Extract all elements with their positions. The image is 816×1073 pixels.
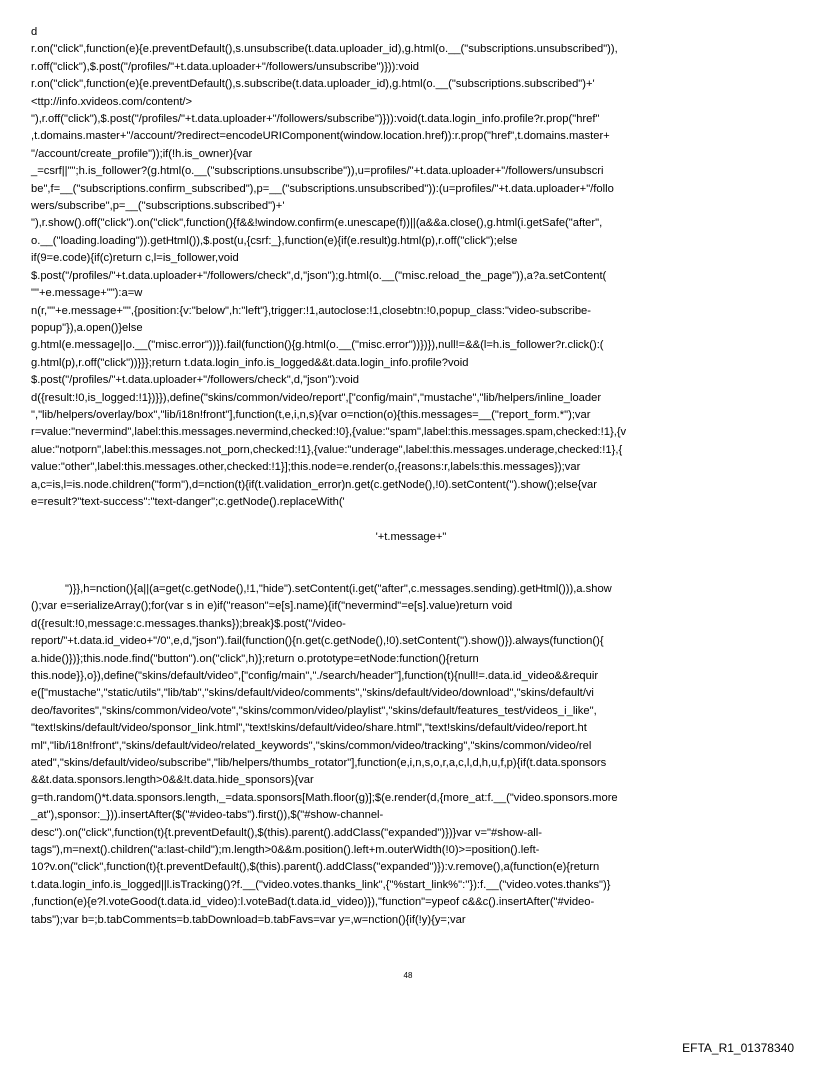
blank-line bbox=[31, 546, 791, 563]
code-line: t.data.login_info.is_logged||l.isTracking()?f.__("video.votes.thanks_link",{"%start_link%":''}):f.__("video.votes.thanks")} bbox=[31, 878, 611, 891]
code-line: <ttp://info.xvideos.com/content/> bbox=[31, 95, 193, 108]
code-line: e(["mustache","static/utils","lib/tab","skins/default/video/comments","skins/default/video/download","skins/default/vi bbox=[31, 687, 594, 700]
code-line: 10?v.on("click",function(t){t.preventDefault(),$(this).parent().addClass("expanded")}):v.remove(),a(function(e){return bbox=[31, 861, 600, 874]
code-line: popup"}),a.open()}else bbox=[31, 321, 143, 334]
code-line: report/"+t.data.id_video+"/0",e,d,"json").fail(function(){n.get(c.getNode(),!0).setContent('').show()}).always(function(){ bbox=[31, 635, 604, 648]
code-line: e=result?"text-success":"text-danger";c.getNode().replaceWith(' bbox=[31, 495, 345, 508]
code-line: _=csrf||"";h.is_follower?(g.html(o.__("subscriptions.unsubscribe")),u=profiles/"+t.data.uploader+"/followers/unsubscri bbox=[31, 165, 604, 178]
code-line: d bbox=[31, 26, 38, 38]
code-line: r.on("click",function(e){e.preventDefault(),s.subscribe(t.data.uploader_id),g.html(o.__("subscriptions.subscribed")+' bbox=[31, 78, 595, 91]
code-line: o.__("loading.loading")).getHtml()),$.post(u,{csrf:_},function(e){if(e.result)g.html(p),r.off("click");else bbox=[31, 234, 518, 247]
code-line: d({result:!0,message:c.messages.thanks});break}$.post("/video- bbox=[31, 617, 346, 630]
page-number: 48 bbox=[403, 971, 413, 980]
bates-number: EFTA_R1_01378340 bbox=[682, 1041, 794, 1055]
code-line: $.post("/profiles/"+t.data.uploader+"/followers/check",d,"json"):void bbox=[31, 374, 359, 387]
code-line: &&t.data.sponsors.length>0&&!t.data.hide_sponsors){var bbox=[31, 774, 314, 787]
code-line: g.html(p),r.off("click"))}}};return t.data.login_info.is_logged&&t.data.login_info.profile?void bbox=[31, 356, 469, 369]
code-line: "),r.off("click"),$.post("/profiles/"+t.data.uploader+"/followers/subscribe")})):void(t.data.login_info.profile?r.prop("href" bbox=[31, 113, 600, 126]
code-line: r.on("click",function(e){e.preventDefault(),s.unsubscribe(t.data.uploader_id),g.html(o.__("subscriptions.unsubscribed")), bbox=[31, 43, 618, 56]
code-line: g.html(e.message||o.__("misc.error"))}).fail(function(){g.html(o.__("misc.error"))})}),null!=&&(l=h.is_follower?r.click():( bbox=[31, 339, 604, 352]
code-line: ();var e=serializeArray();for(var s in e)if("reason"=e[s].name){if("nevermind"=e[s].value)return void bbox=[31, 600, 513, 613]
code-line: this.node}},o}),define("skins/default/video",["config/main","./search/header"],function(t){null!=.data.id_video&&requir bbox=[31, 669, 599, 682]
code-line: _at"),sponsor:_})).insertAfter($("#video-tabs").first()),$("#show-channel- bbox=[31, 809, 384, 822]
document-body bbox=[31, 24, 791, 929]
code-line: "),r.show().off("click").on("click",function(){f&&!window.confirm(e.unescape(f))||(a&&a.close(),g.html(i.getSafe("after", bbox=[31, 217, 603, 230]
code-line: ,function(e){e?l.voteGood(t.data.id_video):l.voteBad(t.data.id_video)}),"function"=ypeof c&&c().insertAfter("#video- bbox=[31, 896, 595, 909]
code-line: alue:"notporn",label:this.messages.not_porn,checked:!1},{value:"underage",label:this.messages.underage,checked:!1},{ bbox=[31, 443, 623, 456]
code-line: a.hide()})};this.node.find("button").on("click",h)};return o.prototype=etNode:function(){return bbox=[31, 652, 479, 665]
code-line: deo/favorites","skins/common/video/vote","skins/common/video/playlist","skins/default/features_test/videos_i_like", bbox=[31, 704, 597, 717]
code-line: r.off("click"),$.post("/profiles/"+t.data.uploader+"/followers/unsubscribe")})):void bbox=[31, 60, 420, 73]
code-line: ated","skins/default/video/subscribe","lib/helpers/thumbs_rotator"],function(e,i,n,s,o,r,a,c,l,d,h,u,f,p){if(t.data.sponsors bbox=[31, 757, 607, 770]
code-line: ml","lib/i18n!front","skins/default/video/related_keywords","skins/common/video/tracking","skins/common/video/rel bbox=[31, 739, 592, 752]
code-text-block bbox=[31, 24, 791, 511]
blank-line bbox=[31, 511, 791, 528]
code-line: n(r,""+e.message+"",{position:{v:"below",h:"left"},trigger:!1,autoclose:!1,closebtn:!0,popup_class:"video-subscribe- bbox=[31, 304, 592, 317]
code-line: ""+e.message+""):a=w bbox=[31, 287, 143, 300]
code-line: $.post("/profiles/"+t.data.uploader+"/followers/check",d,"json");g.html(o.__("misc.reload_the_page")),a?a.setContent( bbox=[31, 269, 607, 282]
code-line: be",f=__("subscriptions.confirm_subscribed"),p=__("subscriptions.unsubscribed")):(u=profiles/"+t.data.uploader+"/follo bbox=[31, 182, 614, 195]
code-line: d({result:!0,is_logged:!1})}}),define("skins/common/video/report",["config/main","mustache","lib/helpers/inline_loader bbox=[31, 391, 602, 404]
code-line: "/account/create_profile"));if(!h.is_owner){var bbox=[31, 147, 253, 160]
blank-line bbox=[31, 564, 791, 581]
code-line: r=value:"nevermind",label:this.messages.nevermind,checked:!0},{value:"spam",label:this.messages.spam,checked:!1},{v bbox=[31, 426, 627, 439]
code-line: desc").on("click",function(t){t.preventDefault(),$(this).parent().addClass("expanded")})}var v="#show-all- bbox=[31, 826, 543, 839]
code-line: a,c=is,l=is.node.children("form"),d=nction(t){if(t.validation_error)n.get(c.getNode(),!0).setContent('').show();else{var bbox=[31, 478, 597, 491]
code-line: if(9=e.code){if(c)return c,l=is_follower,void bbox=[31, 252, 239, 265]
code-line: ","lib/helpers/overlay/box","lib/i18n!front"],function(t,e,i,n,s){var o=nction(o){this.messages=__("report_form.*");var bbox=[31, 408, 591, 421]
code-text-block bbox=[31, 581, 791, 929]
code-line: g=th.random()*t.data.sponsors.length,_=data.sponsors[Math.floor(g)];$(e.render(d,{more_at:f.__("video.sponsors.more bbox=[31, 791, 618, 804]
code-line: value:"other",label:this.messages.other,checked:!1}];this.node=e.render(o,{reasons:r,labels:this.messages});var bbox=[31, 461, 581, 474]
code-line: "text!skins/default/video/sponsor_link.html","text!skins/default/video/share.html","text!skins/default/video/report.ht bbox=[31, 722, 587, 735]
code-line: wers/subscribe",p=__("subscriptions.subscribed")+' bbox=[31, 200, 285, 213]
code-line: ")}},h=nction(){a||(a=get(c.getNode(),!1,"hide").setContent(i.get("after",c.messages.sending).getHtml())),a.show bbox=[65, 582, 612, 595]
code-line: ,t.domains.master+"/account/?redirect=encodeURIComponent(window.location.href)):r.prop("href",t.domains.master+ bbox=[31, 130, 610, 143]
centered-code-line: '+t.message+" bbox=[375, 530, 447, 543]
code-line: tabs");var b=;b.tabComments=b.tabDownload=b.tabFavs=var y=,w=nction(){if(!y){y=;var bbox=[31, 913, 466, 926]
code-line: tags"),m=next().children("a:last-child");m.length>0&&m.position().left+m.outerWidth(!0)>=position().left- bbox=[31, 844, 540, 857]
